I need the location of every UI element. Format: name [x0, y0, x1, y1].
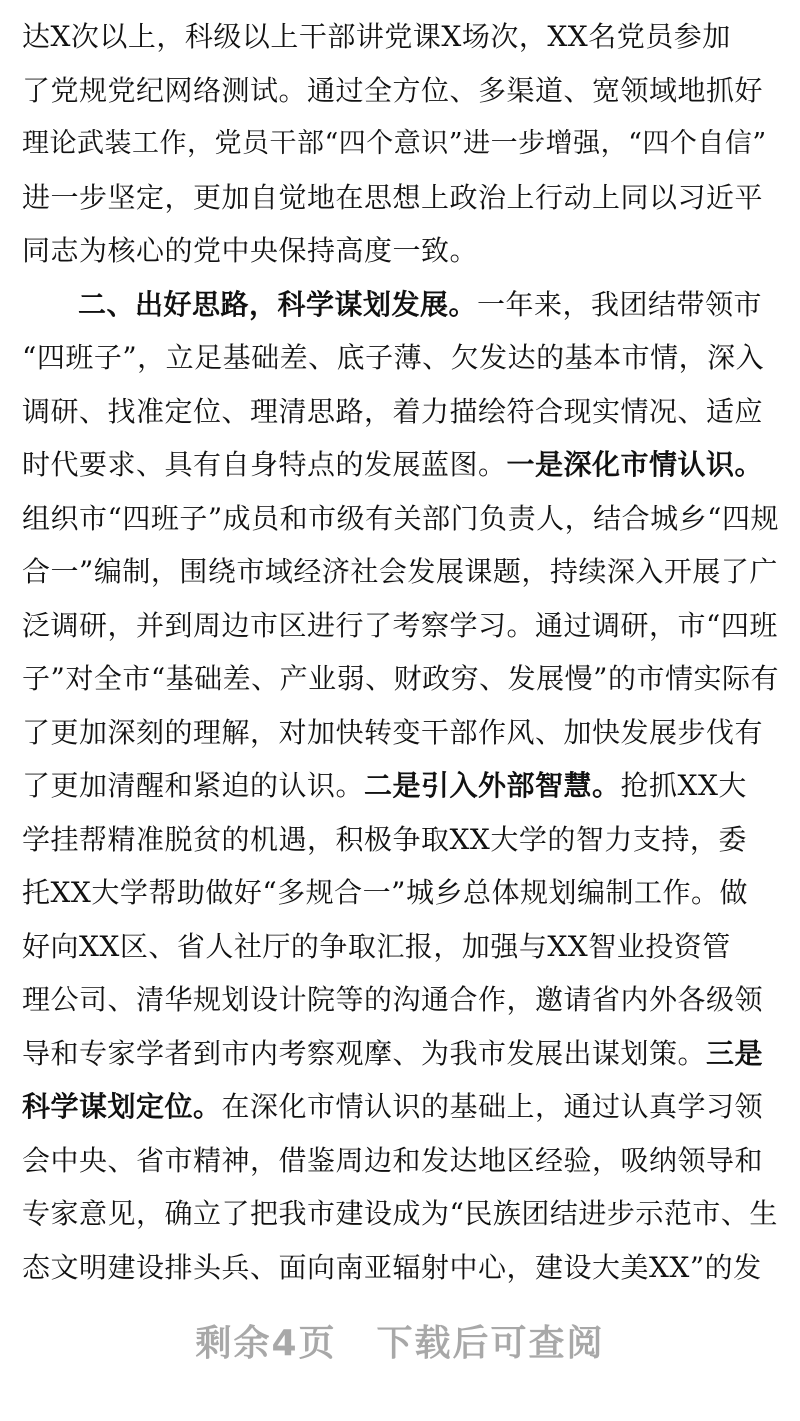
- text-line: [22, 866, 782, 920]
- text-line: [22, 117, 782, 171]
- text-line: [22, 1241, 782, 1295]
- text-segment: 专家意见，确立了把我市建设成为“民族团结进步示范市、生: [22, 1197, 778, 1230]
- text-line: [22, 706, 782, 760]
- download-to-view-label: 下载后可查阅: [376, 1323, 605, 1364]
- text-segment: 态文明建设排头兵、面向南亚辐射中心，建设大美XX”的发: [22, 1250, 762, 1284]
- text-line: [22, 385, 782, 439]
- text-segment: 同志为核心的党中央保持高度一致。: [22, 234, 479, 267]
- text-segment: 泛调研，并到周边市区进行了考察学习。通过调研，市“四班: [22, 608, 778, 642]
- text-line: [22, 278, 782, 332]
- text-line: [22, 1187, 782, 1241]
- remaining-pages-label: 剩余4页: [195, 1323, 337, 1364]
- text-segment: 好向XX区、省人社厅的争取汇报，加强与XX智业投资管: [22, 929, 731, 963]
- text-line: [22, 545, 782, 599]
- text-line: [22, 759, 782, 813]
- text-segment: 进一步坚定，更加自觉地在思想上政治上行动上同以习近平: [22, 180, 764, 214]
- bold-text-segment: 一是深化市情认识。: [506, 448, 764, 481]
- bold-text-segment: 二是引入外部智慧。: [364, 769, 621, 802]
- text-line: [22, 331, 782, 385]
- text-segment: “四班子”，立足基础差、底子薄、欠发达的基本市情，深入: [22, 341, 765, 374]
- text-segment: 理论武装工作，党员干部“四个意识”进一步增强，“四个自信”: [22, 128, 767, 159]
- text-line: [22, 1080, 782, 1134]
- text-line: [22, 64, 782, 118]
- bold-text-segment: 科学谋划定位。: [22, 1090, 222, 1123]
- text-segment: 理公司、清华规划设计院等的沟通合作，邀请省内外各级领: [22, 983, 764, 1016]
- text-segment: 在深化市情认识的基础上，通过认真学习领: [221, 1090, 764, 1123]
- text-line: [22, 1134, 782, 1188]
- text-segment: 了更加深刻的理解，对加快转变干部作风、加快发展步伐有: [22, 715, 764, 749]
- text-segment: 一年来，我团结带领市: [477, 287, 763, 321]
- text-segment: 时代要求、具有自身特点的发展蓝图。: [22, 448, 507, 481]
- text-line: [22, 813, 782, 867]
- text-line: [22, 10, 782, 64]
- text-segment: 合一”编制，围绕市域经济社会发展课题，持续深入开展了广: [22, 555, 778, 588]
- text-line: [22, 492, 782, 546]
- text-line: [22, 652, 782, 706]
- text-line: [22, 1027, 782, 1081]
- text-line: [22, 599, 782, 653]
- document-body: [22, 10, 782, 1294]
- text-segment: 托XX大学帮助做好“多规合一”城乡总体规划编制工作。做: [22, 876, 748, 909]
- text-segment: 调研、找准定位、理清思路，着力描绘符合现实情况、适应: [22, 394, 764, 428]
- text-segment: 导和专家学者到市内考察观摩、为我市发展出谋划策。: [22, 1036, 707, 1070]
- text-line: [22, 973, 782, 1027]
- text-line: [22, 171, 782, 225]
- text-line: [22, 438, 782, 492]
- text-segment: 达X次以上，科级以上干部讲党课X场次，XX名党员参加: [22, 20, 731, 53]
- text-segment: 会中央、省市精神，借鉴周边和发达地区经验，吸纳领导和: [22, 1143, 764, 1177]
- text-segment: 子”对全市“基础差、产业弱、财政穷、发展慢”的市情实际有: [22, 662, 779, 695]
- text-segment: 了更加清醒和紧迫的认识。: [22, 769, 365, 802]
- bold-text-segment: 二、出好思路，科学谋划发展。: [78, 287, 478, 321]
- text-segment: 抢抓XX大: [620, 769, 747, 802]
- text-line: [22, 920, 782, 974]
- download-prompt[interactable]: [0, 1315, 800, 1366]
- text-segment: 组织市“四班子”成员和市级有关部门负责人，结合城乡“四规: [22, 501, 779, 535]
- text-segment: 学挂帮精准脱贫的机遇，积极争取XX大学的智力支持，委: [22, 822, 747, 856]
- text-line: [22, 224, 782, 278]
- bold-text-segment: 三是: [706, 1036, 764, 1070]
- text-segment: 了党规党纪网络测试。通过全方位、多渠道、宽领域地抓好: [22, 73, 764, 107]
